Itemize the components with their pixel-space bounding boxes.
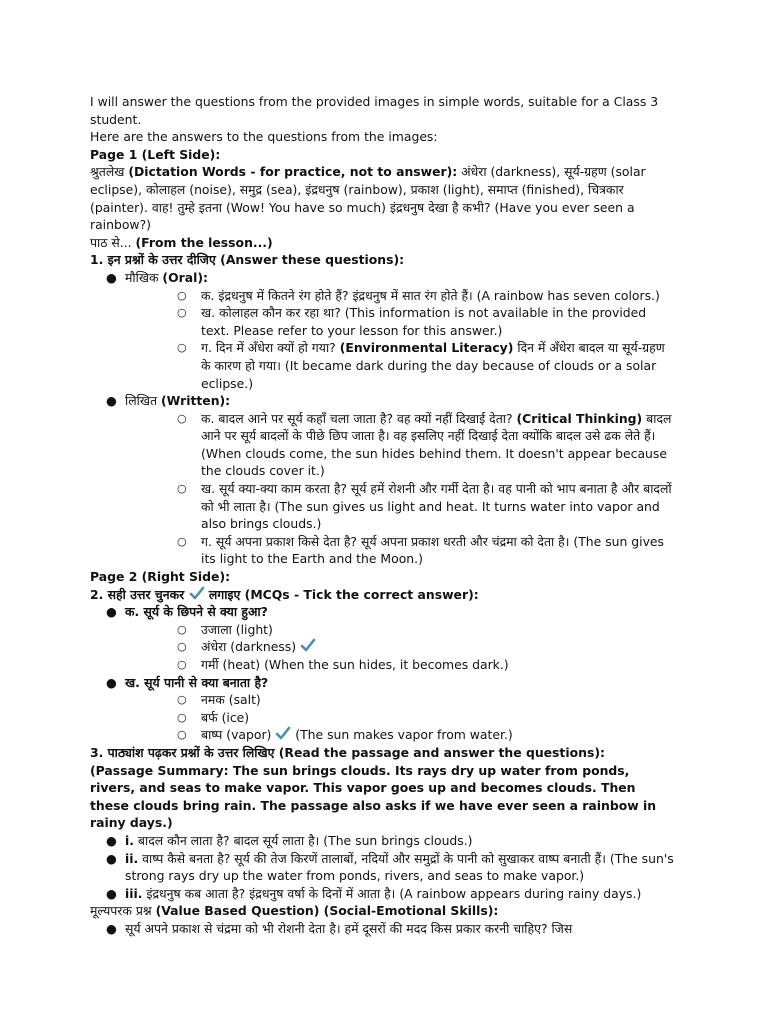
bullet-icon: ●	[106, 269, 117, 285]
bullet-icon: ●	[106, 604, 117, 620]
mcq-list	[90, 603, 678, 744]
circle-bullet-icon: ○	[177, 411, 187, 425]
check-mark-icon	[300, 638, 316, 653]
circle-bullet-icon: ○	[177, 710, 187, 724]
question-3-heading: 3. पाठ्यांश पढ़कर प्रश्नों के उत्तर लिखिए (Read the passage and answer the questions):	[90, 744, 605, 760]
passage-summary: (Passage Summary: The sun brings clouds. Its rays dry up water from ponds, rivers, and seas to make vapor. This vapor goes up and becomes clouds. Then these clouds bring rain. The passage also asks if we have ever seen a rainbow in rainy days.)	[90, 762, 657, 831]
mcq-2: ● ख. सूर्य पानी से क्या बनाता है? ○ नमक (salt) ○ बर्फ (ice) ○ बाष्प (vapor) (The sun makes vapor from water.)	[90, 674, 678, 744]
circle-bullet-icon: ○	[177, 288, 187, 302]
circle-bullet-icon: ○	[177, 658, 187, 671]
written-section: ● लिखित (Written): ○ क. बादल आने पर सूर्य कहाँ चला जाता है? वह क्यों नहीं दिखाई देता? (Critical Thinking) बादल आने पर सूर्य बादलों के पीछे छिप जाता है। वह इसलिए नहीं दिखाई देता क्योंकि बादल उसे ढक लेते हैं। (When clouds come, the sun hides behind them. It doesn't appear because the clouds cover it.) ○ ख. सूर्य क्या-क्या काम करता है? सूर्य हमें रोशनी और गर्मी देता है। वह पानी को भाप बनाता है और बादलों को भी लाता है। (The sun gives us light and heat. It turns water into vapor and also brings clouds.) ○ ग. सूर्य अपना प्रकाश किसे देता है? सूर्य अपना प्रकाश धरती और चंद्रमा को देता है। (The sun gives its light to the Earth and the Moon.)	[90, 392, 678, 568]
circle-bullet-icon: ○	[177, 693, 187, 707]
written-answer-b: ○ ख. सूर्य क्या-क्या काम करता है? सूर्य हमें रोशनी और गर्मी देता है। वह पानी को भाप बनाता है और बादलों को भी लाता है। (The sun gives us light and heat. It turns water into vapor and also brings clouds.)	[177, 481, 672, 532]
bullet-icon: ●	[106, 393, 117, 409]
check-mark-icon	[189, 586, 205, 601]
passage-answer-ii: ● ii. वाष्प कैसे बनता है? सूर्य की तेज किरणें तालाबों, नदियों और समुद्रों के पानी को सुखाकर वाष्प बनाती हैं। (The sun's strong rays dry up the water from ponds, rivers, and seas to make vapor.)	[106, 850, 674, 884]
circle-bullet-icon: ○	[177, 341, 187, 355]
bullet-icon: ●	[106, 832, 117, 848]
circle-bullet-icon: ○	[177, 482, 187, 496]
oral-section: ● मौखिक (Oral): ○ क. इंद्रधनुष में कितने रंग होते हैं? इंद्रधनुष में सात रंग होते हैं। (A rainbow has seven colors.) ○ ख. कोलाहल कौन कर रहा था? (This information is not available in the provided text. Please refer to your lesson for this answer.) ○ ग. दिन में अँधेरा क्यों हो गया? (Environmental Literacy) दिन में अँधेरा बादल या सूर्य-ग्रहण के कारण हो गया। (It became dark during the day because of clouds or a solar eclipse.)	[90, 269, 678, 392]
passage-answers	[90, 832, 678, 902]
mcq-1-option-2: ○ अंधेरा (darkness)	[125, 638, 678, 656]
page2-heading: Page 2 (Right Side):	[90, 569, 231, 585]
circle-bullet-icon: ○	[177, 728, 187, 742]
value-question: ● सूर्य अपने प्रकाश से चंद्रमा को भी रोशनी देता है। हमें दूसरों की मदद किस प्रकार करनी चाहिए? जिस	[106, 920, 573, 936]
dictation-paragraph: श्रुतलेख (Dictation Words - for practice, not to answer): अंधेरा (darkness), सूर्य-ग्रहण (solar eclipse), कोलाहल (noise), समुद्र (sea), इंद्रधनुष (rainbow), प्रकाश (light), समाप्त (finished), चित्रकार (painter). वाह! तुम्हे इतना (Wow! You have so much) इंद्रधनुष देखा है कभी? (Have you ever seen a rainbow?)	[90, 164, 646, 233]
mcq-2-option-1: ○ नमक (salt)	[177, 692, 261, 708]
mcq-1-option-3: ○ गर्मी (heat) (When the sun hides, it becomes dark.)	[177, 657, 509, 672]
written-answer-c: ○ ग. सूर्य अपना प्रकाश किसे देता है? सूर्य अपना प्रकाश धरती और चंद्रमा को देता है। (The sun gives its light to the Earth and the Moon.)	[177, 533, 665, 567]
oral-answer-b: ○ ख. कोलाहल कौन कर रहा था? (This information is not available in the provided text. Please refer to your lesson for this answer.)	[177, 305, 647, 338]
circle-bullet-icon: ○	[177, 306, 187, 320]
intro-text-2: Here are the answers to the questions from the images:	[90, 129, 438, 145]
oral-answer-c: ○ ग. दिन में अँधेरा क्यों हो गया? (Environmental Literacy) दिन में अँधेरा बादल या सूर्य-ग्रहण के कारण हो गया। (It became dark during the day because of clouds or a solar eclipse.)	[177, 340, 665, 391]
bullet-icon: ●	[106, 920, 117, 936]
passage-answer-iii: ● iii. इंद्रधनुष कब आता है? इंद्रधनुष वर्षा के दिनों में आता है। (A rainbow appears during rainy days.)	[106, 885, 642, 901]
question-1-list	[90, 269, 678, 568]
mcq-1: ● क. सूर्य के छिपने से क्या हुआ? ○ उजाला (light) ○ अंधेरा (darkness) ○ गर्मी (heat) (When the sun hides, it becomes dark.)	[90, 603, 678, 673]
intro-text: I will answer the questions from the provided images in simple words, suitable for a Class 3 student.	[90, 94, 659, 127]
mcq-1-option-1: ○ उजाला (light)	[177, 621, 273, 637]
lesson-heading: पाठ से... (From the lesson...)	[90, 234, 273, 250]
bullet-icon: ●	[106, 674, 117, 690]
question-2-heading: 2. सही उत्तर चुनकर लगाइए (MCQs - Tick the correct answer):	[90, 586, 479, 602]
value-question-heading: मूल्यपरक प्रश्न (Value Based Question) (Social-Emotional Skills):	[90, 903, 499, 919]
question-1-heading: 1. इन प्रश्नों के उत्तर दीजिए (Answer these questions):	[90, 252, 405, 268]
page1-heading: Page 1 (Left Side):	[90, 146, 221, 162]
value-question-list	[90, 920, 678, 938]
circle-bullet-icon: ○	[177, 622, 187, 636]
oral-answer-a: ○ क. इंद्रधनुष में कितने रंग होते हैं? इंद्रधनुष में सात रंग होते हैं। (A rainbow has seven colors.)	[177, 287, 660, 303]
circle-bullet-icon: ○	[177, 534, 187, 548]
circle-bullet-icon: ○	[177, 640, 187, 654]
mcq-2-option-3: ○ बाष्प (vapor) (The sun makes vapor from water.)	[177, 727, 513, 743]
mcq-2-option-2: ○ बर्फ (ice)	[177, 709, 250, 725]
bullet-icon: ●	[106, 885, 117, 901]
document-body	[90, 93, 678, 938]
written-answer-a: ○ क. बादल आने पर सूर्य कहाँ चला जाता है? वह क्यों नहीं दिखाई देता? (Critical Thinking) बादल आने पर सूर्य बादलों के पीछे छिप जाता है। वह इसलिए नहीं दिखाई देता क्योंकि बादल उसे ढक लेते हैं। (When clouds come, the sun hides behind them. It doesn't appear because the clouds cover it.)	[177, 410, 672, 479]
passage-answer-i: ● i. बादल कौन लाता है? बादल सूर्य लाता है। (The sun brings clouds.)	[106, 832, 473, 848]
bullet-icon: ●	[106, 850, 117, 866]
check-mark-icon	[275, 726, 291, 741]
